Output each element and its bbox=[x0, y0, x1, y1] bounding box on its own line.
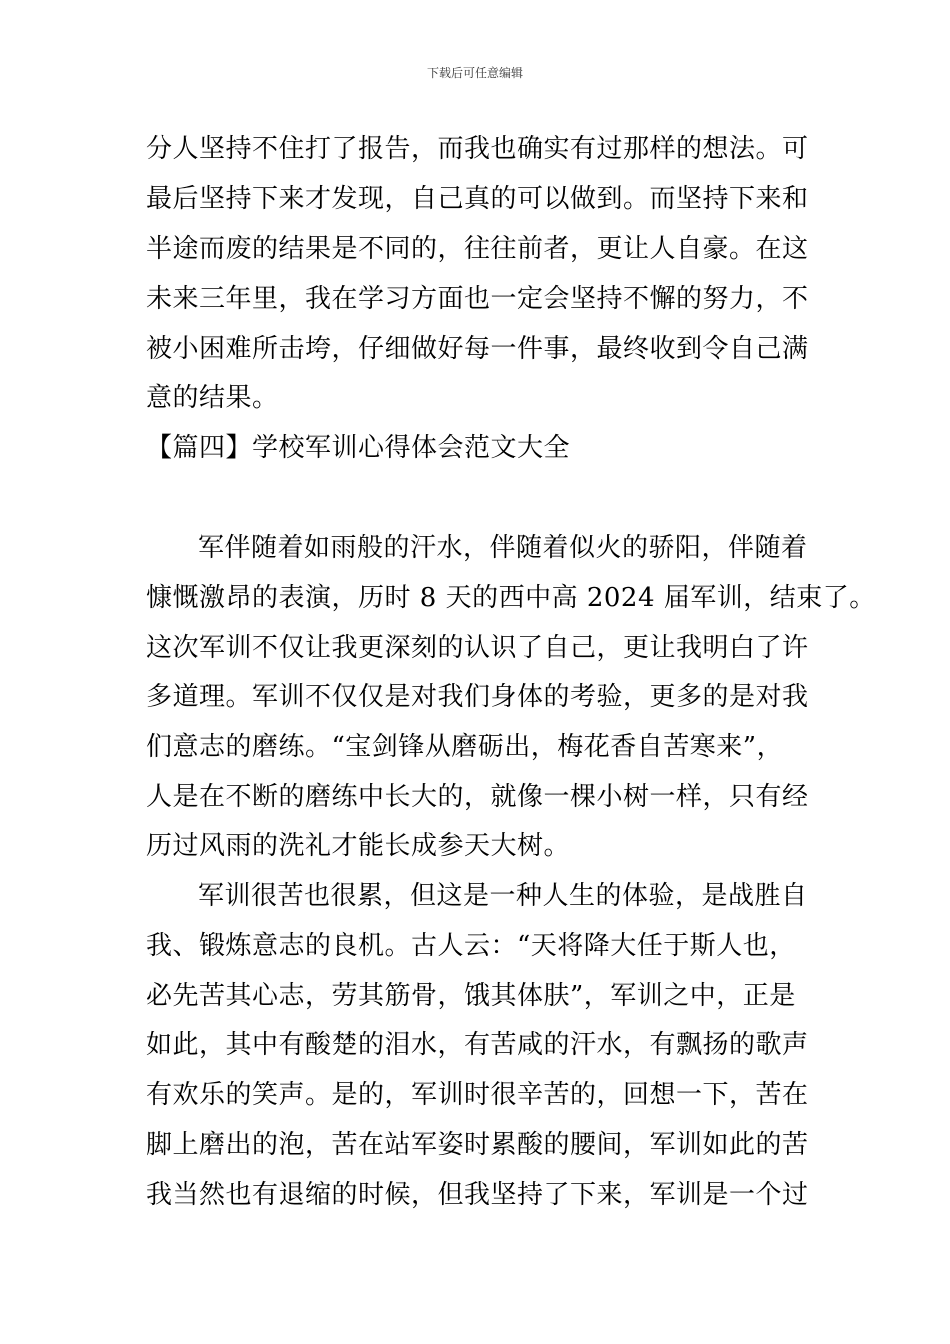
paragraph-line: 脚上磨出的泡，苦在站军姿时累酸的腰间，军训如此的苦 bbox=[146, 1130, 809, 1160]
paragraph-line: 军伴随着如雨般的汗水，伴随着似火的骄阳，伴随着 bbox=[198, 533, 808, 563]
paragraph-line: 分人坚持不住打了报告，而我也确实有过那样的想法。可 bbox=[146, 134, 809, 164]
paragraph-line: 这次军训不仅让我更深刻的认识了自己，更让我明白了许 bbox=[146, 633, 809, 663]
paragraph-line: 慷慨激昂的表演，历时 8 天的西中高 2024 届军训，结束了。 bbox=[146, 583, 876, 613]
paragraph-line: 被小困难所击垮，仔细做好每一件事，最终收到令自己满 bbox=[146, 334, 809, 364]
paragraph-line: 未来三年里，我在学习方面也一定会坚持不懈的努力，不 bbox=[146, 284, 809, 314]
paragraph-line: 人是在不断的磨练中长大的，就像一棵小树一样，只有经 bbox=[146, 782, 809, 812]
paragraph-line: 我当然也有退缩的时候，但我坚持了下来，军训是一个过 bbox=[146, 1180, 809, 1210]
download-note: 下载后可任意编辑 bbox=[426, 66, 523, 80]
paragraph-line: 如此，其中有酸楚的泪水，有苦咸的汗水，有飘扬的歌声 bbox=[146, 1030, 809, 1060]
paragraph-line: 必先苦其心志，劳其筋骨，饿其体肤”，军训之中，正是 bbox=[146, 981, 796, 1011]
paragraph-line: 意的结果。 bbox=[146, 383, 279, 413]
paragraph-line: 最后坚持下来才发现，自己真的可以做到。而坚持下来和 bbox=[146, 184, 809, 214]
paragraph-line: 半途而废的结果是不同的，往往前者，更让人自豪。在这 bbox=[146, 234, 809, 264]
paragraph-line: 有欢乐的笑声。是的，军训时很辛苦的，回想一下，苦在 bbox=[146, 1080, 809, 1110]
paragraph-line: 们意志的磨练。“宝剑锋从磨砺出，梅花香自苦寒来”， bbox=[146, 732, 784, 762]
paragraph-line: 历过风雨的洗礼才能长成参天大树。 bbox=[146, 831, 571, 861]
paragraph-line: 军训很苦也很累，但这是一种人生的体验，是战胜自 bbox=[198, 881, 808, 911]
paragraph-line: 多道理。军训不仅仅是对我们身体的考验，更多的是对我 bbox=[146, 682, 809, 712]
paragraph-line: 我、锻炼意志的良机。古人云：“天将降大任于斯人也， bbox=[146, 931, 796, 961]
section-heading: 【篇四】学校军训心得体会范文大全 bbox=[146, 433, 571, 463]
